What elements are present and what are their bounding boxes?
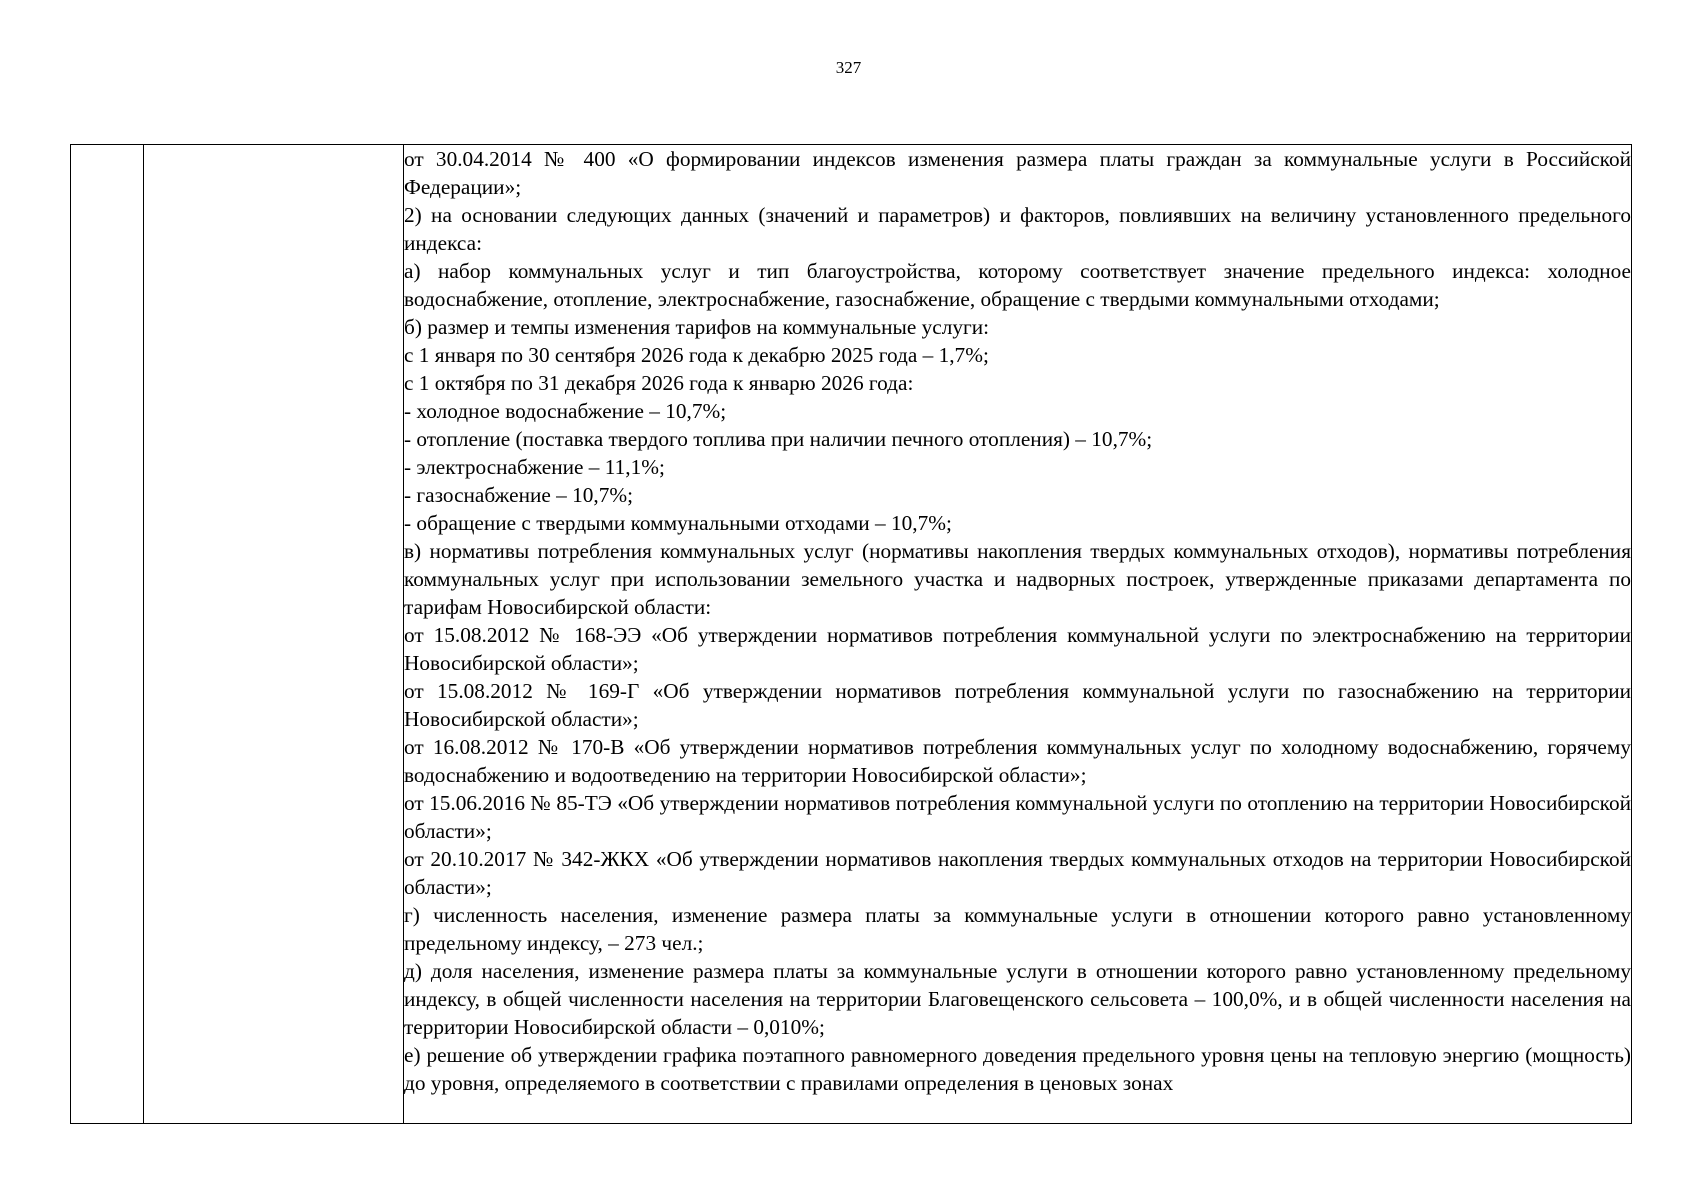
table-row bbox=[71, 145, 1632, 1124]
paragraph: с 1 января по 30 сентября 2026 года к декабрю 2025 года – 1,7%; bbox=[404, 343, 989, 367]
document-table bbox=[70, 144, 1632, 1124]
paragraph: е) решение об утверждении графика поэтапного равномерного доведения предельного уровня цены на тепловую энергию (мощность) до уровня, определяемого в соответствии с правилами определения в ценовых зонах bbox=[404, 1043, 1631, 1095]
paragraph: а) набор коммунальных услуг и тип благоустройства, которому соответствует значение предельного индекса: холодное водоснабжение, отопление, электроснабжение, газоснабжение, обращение с твердыми коммунальными отходами; bbox=[404, 259, 1631, 311]
paragraph: от 15.08.2012 № 168-ЭЭ «Об утверждении нормативов потребления коммунальной услуги по электроснабжению на территории Новосибирской области»; bbox=[404, 623, 1631, 675]
paragraph: от 20.10.2017 № 342-ЖКХ «Об утверждении нормативов накопления твердых коммунальных отходов на территории Новосибирской области»; bbox=[404, 847, 1631, 899]
paragraph: д) доля населения, изменение размера платы за коммунальные услуги в отношении которого равно установленному предельному индексу, в общей численности населения на территории Благовещенского сельсовета – 100,0%, и в общей численности населения на территории Новосибирской области – 0,010%; bbox=[404, 959, 1631, 1039]
content-text bbox=[404, 145, 1631, 1097]
list-item: - холодное водоснабжение – 10,7%; bbox=[404, 399, 727, 423]
page-number: 327 bbox=[835, 58, 862, 77]
paragraph: от 15.08.2012 № 169-Г «Об утверждении нормативов потребления коммунальной услуги по газоснабжению на территории Новосибирской области»; bbox=[404, 679, 1631, 731]
table-cell-content bbox=[404, 145, 1632, 1124]
paragraph: г) численность населения, изменение размера платы за коммунальные услуги в отношении которого равно установленному предельному индексу, – 273 чел.; bbox=[404, 903, 1631, 955]
paragraph: с 1 октября по 31 декабря 2026 года к январю 2026 года: bbox=[404, 371, 914, 395]
list-item: - газоснабжение – 10,7%; bbox=[404, 483, 634, 507]
paragraph: в) нормативы потребления коммунальных услуг (нормативы накопления твердых коммунальных отходов), нормативы потребления коммунальных услуг при использовании земельного участка и надворных построек, утвержденные приказами департамента по тарифам Новосибирской области: bbox=[404, 539, 1631, 619]
table-cell-number bbox=[71, 145, 144, 1124]
paragraph: от 15.06.2016 № 85-ТЭ «Об утверждении нормативов потребления коммунальной услуги по отоплению на территории Новосибирской области»; bbox=[404, 791, 1631, 843]
table-cell-name bbox=[144, 145, 404, 1124]
list-item: - электроснабжение – 11,1%; bbox=[404, 455, 665, 479]
paragraph: 2) на основании следующих данных (значений и параметров) и факторов, повлиявших на величину установленного предельного индекса: bbox=[404, 203, 1631, 255]
paragraph: б) размер и темпы изменения тарифов на коммунальные услуги: bbox=[404, 315, 990, 339]
paragraph: от 16.08.2012 № 170-В «Об утверждении нормативов потребления коммунальных услуг по холодному водоснабжению, горячему водоснабжению и водоотведению на территории Новосибирской области»; bbox=[404, 735, 1631, 787]
list-item: - отопление (поставка твердого топлива при наличии печного отопления) – 10,7%; bbox=[404, 427, 1153, 451]
paragraph: от 30.04.2014 № 400 «О формировании индексов изменения размера платы граждан за коммунальные услуги в Российской Федерации»; bbox=[404, 147, 1631, 199]
list-item: - обращение с твердыми коммунальными отходами – 10,7%; bbox=[404, 511, 952, 535]
